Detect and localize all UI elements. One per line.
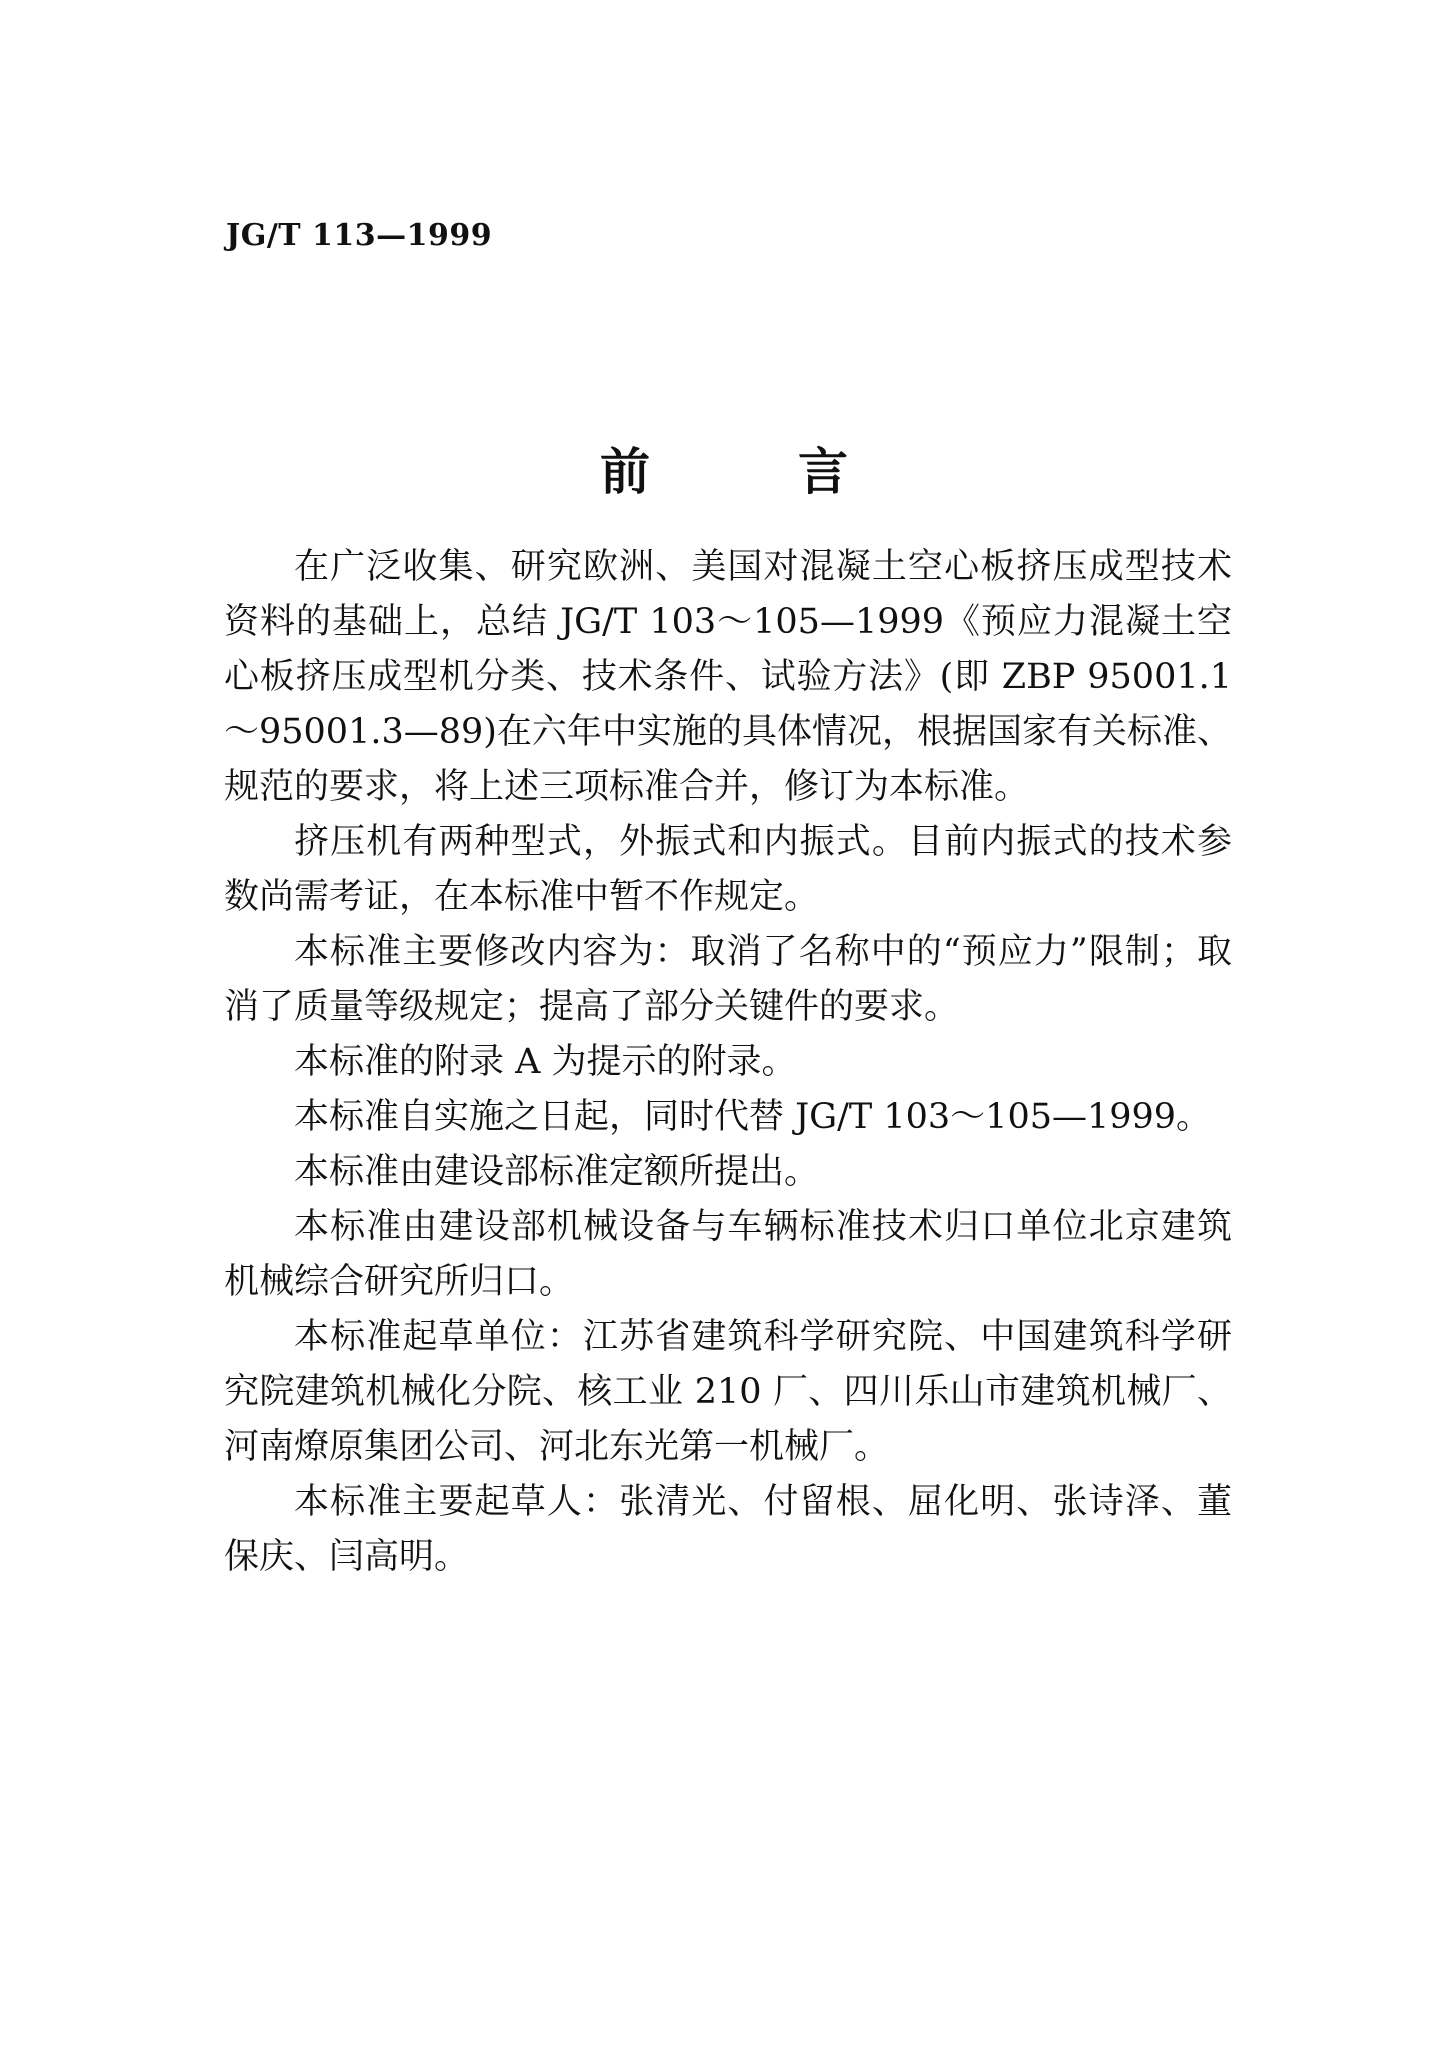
paragraph-centralized-by: 本标准由建设部机械设备与车辆标准技术归口单位北京建筑机械综合研究所归口。 — [224, 1207, 1232, 1302]
paragraph-drafting-units: 本标准起草单位：江苏省建筑科学研究院、中国建筑科学研究院建筑机械化分院、核工业 210 厂、四川乐山市建筑机械厂、河南燎原集团公司、河北东光第一机械厂。 — [224, 1317, 1232, 1467]
standard-code: JG/T 113—1999 — [226, 218, 493, 253]
foreword-body — [224, 540, 1232, 1585]
paragraph-drafters: 本标准主要起草人：张清光、付留根、屈化明、张诗泽、董保庆、闫高明。 — [224, 1482, 1232, 1577]
paragraph-proposed-by: 本标准由建设部标准定额所提出。 — [294, 1152, 820, 1192]
paragraph-extruder-types: 挤压机有两种型式，外振式和内振式。目前内振式的技术参数尚需考证，在本标准中暂不作规定。 — [224, 822, 1232, 917]
paragraph-appendix: 本标准的附录 A 为提示的附录。 — [294, 1042, 797, 1082]
page-title: 前言 — [600, 443, 996, 501]
paragraph-background: 在广泛收集、研究欧洲、美国对混凝土空心板挤压成型技术资料的基础上，总结 JG/T 103～105—1999《预应力混凝土空心板挤压成型机分类、技术条件、试验方法》(即 ZBP 95001.1～95001.3—89)在六年中实施的具体情况，根据国家有关标准、规范的要求，将上述三项标准合并，修订为本标准。 — [224, 547, 1232, 807]
paragraph-main-changes: 本标准主要修改内容为：取消了名称中的“预应力”限制；取消了质量等级规定；提高了部分关键件的要求。 — [224, 932, 1232, 1027]
paragraph-replaces: 本标准自实施之日起，同时代替 JG/T 103～105—1999。 — [294, 1097, 1212, 1137]
